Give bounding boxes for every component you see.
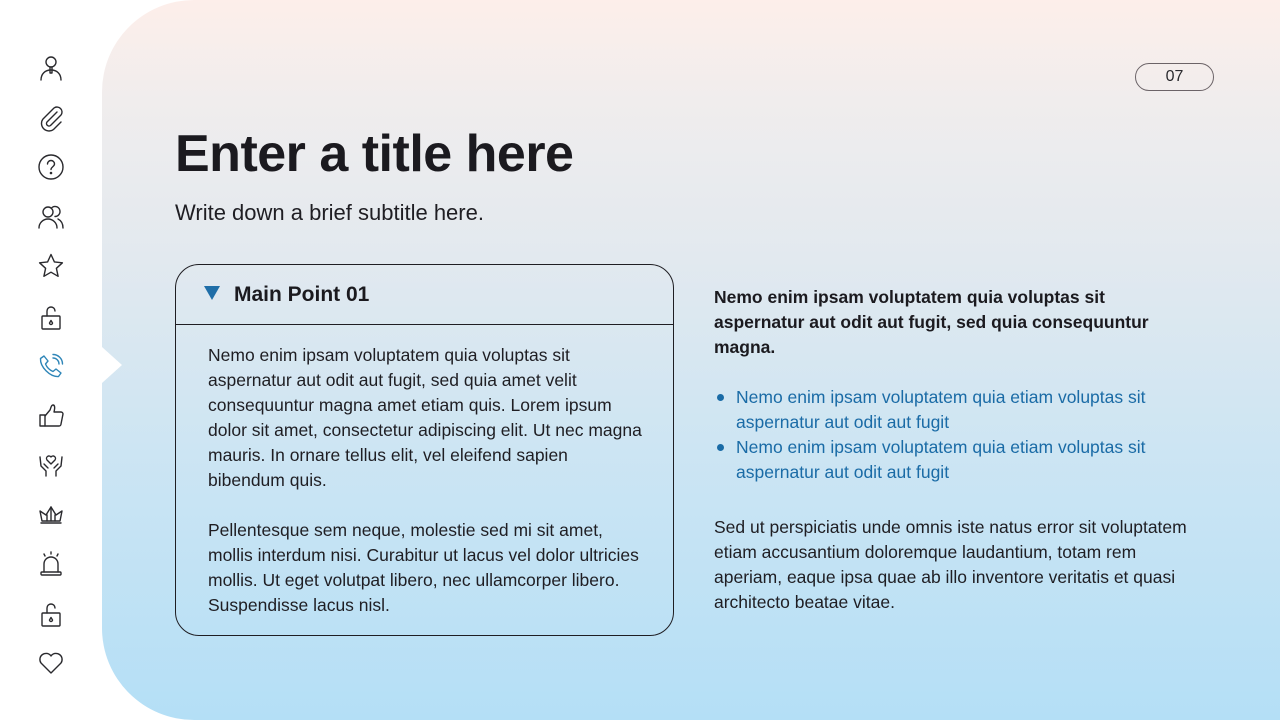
help-circle-icon[interactable] (36, 152, 66, 182)
star-icon[interactable] (36, 251, 66, 281)
alarm-siren-icon[interactable] (36, 549, 66, 579)
right-column (714, 285, 1194, 615)
crown-icon[interactable] (36, 500, 66, 530)
outro-text: Sed ut perspiciatis unde omnis iste natus error sit voluptatem etiam accusantium doloremque laudantium, totam rem aperiam, eaque ipsa quae ab illo inventore veritatis et quasi architecto beatae vitae. (714, 517, 1187, 612)
users-icon[interactable] (36, 201, 66, 231)
intro-text: Nemo enim ipsam voluptatem quia voluptas sit aspernatur aut odit aut fugit, sed quia consequuntur magna. (714, 287, 1149, 357)
hands-heart-icon[interactable] (36, 450, 66, 480)
thumbs-up-icon[interactable] (36, 401, 66, 431)
page-number-badge: 07 (1135, 63, 1214, 91)
bullet-item: Nemo enim ipsam voluptatem quia etiam voluptas sit aspernatur aut odit aut fugit (714, 435, 1194, 485)
slide-title: Enter a title here (175, 125, 574, 183)
paperclip-icon[interactable] (36, 103, 66, 133)
main-point-title: Main Point 01 (234, 282, 370, 306)
active-indicator (102, 347, 122, 383)
main-point-card (175, 264, 674, 636)
user-tie-icon[interactable] (36, 53, 66, 83)
card-paragraph: Nemo enim ipsam voluptatem quia voluptas sit aspernatur aut odit aut fugit, sed quia amet velit consequuntur magna amet etiam quis. Lorem ipsum dolor sit amet, consectetur adipiscing elit. Ut nec magna mauris. In ornare tellus elit, vel eleifend sapien bibendum quis. (208, 345, 642, 490)
unlock-icon[interactable] (36, 599, 66, 629)
main-point-body (176, 325, 673, 618)
main-point-header[interactable] (176, 265, 673, 325)
slide-subtitle: Write down a brief subtitle here. (175, 200, 484, 225)
heart-icon[interactable] (36, 648, 66, 678)
card-paragraph: Pellentesque sem neque, molestie sed mi sit amet, mollis interdum nisi. Curabitur ut lacus vel dolor ultricies mollis. Ut eget volutpat libero, nec ullamcorper libero. Suspendisse lacus nisl. (208, 520, 639, 615)
caret-down-icon (204, 286, 220, 300)
sidebar (0, 0, 102, 720)
bullet-item: Nemo enim ipsam voluptatem quia etiam voluptas sit aspernatur aut odit aut fugit (714, 385, 1194, 435)
phone-call-icon[interactable] (36, 351, 66, 381)
bullet-list (714, 385, 1194, 485)
unlock-icon[interactable] (36, 302, 66, 332)
